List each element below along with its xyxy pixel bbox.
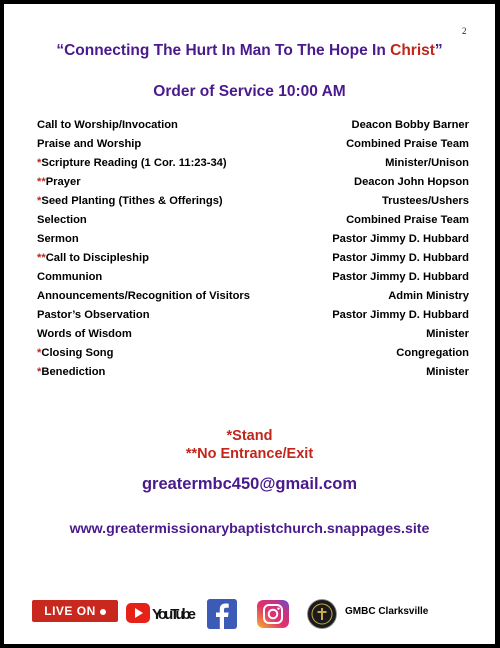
service-row xyxy=(37,173,469,192)
service-leader: Deacon Bobby Barner xyxy=(351,119,469,131)
service-item-mark: * xyxy=(37,157,42,169)
title-open-quote: “ xyxy=(56,42,65,59)
service-item xyxy=(37,173,81,192)
church-seal-icon xyxy=(307,599,337,629)
title-close-quote: ” xyxy=(434,42,443,59)
service-item xyxy=(37,268,102,287)
service-row xyxy=(37,249,469,268)
page-number: 2 xyxy=(462,26,467,36)
title-highlight: Christ xyxy=(390,42,435,59)
service-leader: Trustees/Ushers xyxy=(381,195,469,207)
service-row xyxy=(37,154,469,173)
service-leader: Admin Ministry xyxy=(388,290,469,302)
youtube-wordmark: YouTube xyxy=(152,606,196,623)
service-item-label: Benediction xyxy=(41,366,106,378)
service-item-label: Scripture Reading (1 Cor. 11:23-34) xyxy=(41,157,227,169)
service-leader: Pastor Jimmy D. Hubbard xyxy=(332,233,469,245)
no-entrance-note: **No Entrance/Exit xyxy=(185,446,314,462)
service-leader: Deacon John Hopson xyxy=(354,176,469,188)
service-leader: Minister/Unison xyxy=(385,157,469,169)
church-name-label: GMBC Clarksville xyxy=(345,606,429,617)
service-row xyxy=(37,192,469,211)
service-leader: Pastor Jimmy D. Hubbard xyxy=(332,309,469,321)
service-item xyxy=(37,116,178,135)
website-link[interactable]: www.greatermissionarybaptistchurch.snappages.site xyxy=(69,521,430,537)
program-page xyxy=(4,4,495,644)
service-row xyxy=(37,211,469,230)
service-item-label: Prayer xyxy=(45,176,81,188)
service-item-label: Closing Song xyxy=(41,347,114,359)
service-item-mark: ** xyxy=(37,252,46,264)
service-row xyxy=(37,116,469,135)
youtube-icon[interactable] xyxy=(125,600,197,626)
service-item-mark: ** xyxy=(37,176,46,188)
live-dot-icon xyxy=(100,609,106,615)
service-row xyxy=(37,344,469,363)
service-item-mark: * xyxy=(37,195,42,207)
service-item xyxy=(37,363,105,382)
service-item xyxy=(37,192,223,211)
service-item-label: Communion xyxy=(37,271,103,283)
instagram-icon[interactable] xyxy=(257,600,289,628)
service-leader: Congregation xyxy=(396,347,469,359)
service-item-label: Pastor’s Observation xyxy=(37,309,150,321)
page-title xyxy=(4,42,495,60)
service-item-label: Selection xyxy=(37,214,87,226)
service-item-label: Praise and Worship xyxy=(37,138,142,150)
service-item xyxy=(37,230,79,249)
service-item xyxy=(37,211,87,230)
service-row xyxy=(37,325,469,344)
service-item-label: Sermon xyxy=(37,233,79,245)
seal-cross-horizontal xyxy=(318,611,327,613)
service-row xyxy=(37,306,469,325)
service-item xyxy=(37,154,227,173)
service-item-label: Words of Wisdom xyxy=(37,328,132,340)
service-leader: Combined Praise Team xyxy=(346,138,469,150)
service-row xyxy=(37,268,469,287)
service-leader: Minister xyxy=(426,366,469,378)
live-on-label: LIVE ON xyxy=(44,604,96,618)
service-item-mark: * xyxy=(37,366,42,378)
legend-notes xyxy=(4,427,495,463)
service-item xyxy=(37,135,141,154)
live-on-badge[interactable] xyxy=(32,600,118,622)
order-of-service-list xyxy=(37,116,469,382)
service-item-label: Seed Planting (Tithes & Offerings) xyxy=(41,195,223,207)
service-item-label: Call to Discipleship xyxy=(45,252,149,264)
service-item xyxy=(37,249,149,268)
service-item xyxy=(37,344,113,363)
service-row xyxy=(37,287,469,306)
service-leader: Pastor Jimmy D. Hubbard xyxy=(332,252,469,264)
service-item xyxy=(37,287,250,306)
instagram-flash xyxy=(277,607,279,609)
facebook-icon[interactable] xyxy=(207,599,237,629)
contact-email[interactable]: greatermbc450@gmail.com xyxy=(141,475,358,493)
service-row xyxy=(37,363,469,382)
service-row xyxy=(37,135,469,154)
service-item xyxy=(37,325,132,344)
service-item-label: Announcements/Recognition of Visitors xyxy=(37,290,250,302)
order-of-service-heading: Order of Service 10:00 AM xyxy=(153,83,346,100)
service-item xyxy=(37,306,150,325)
service-item-mark: * xyxy=(37,347,42,359)
service-item-label: Call to Worship/Invocation xyxy=(37,119,178,131)
service-leader: Minister xyxy=(426,328,469,340)
seal-cross-vertical xyxy=(321,608,323,620)
service-row xyxy=(37,230,469,249)
service-leader: Pastor Jimmy D. Hubbard xyxy=(332,271,469,283)
social-footer xyxy=(4,598,495,630)
stand-note: *Stand xyxy=(226,428,273,444)
title-main: Connecting The Hurt In Man To The Hope In xyxy=(64,42,391,59)
service-leader: Combined Praise Team xyxy=(346,214,469,226)
